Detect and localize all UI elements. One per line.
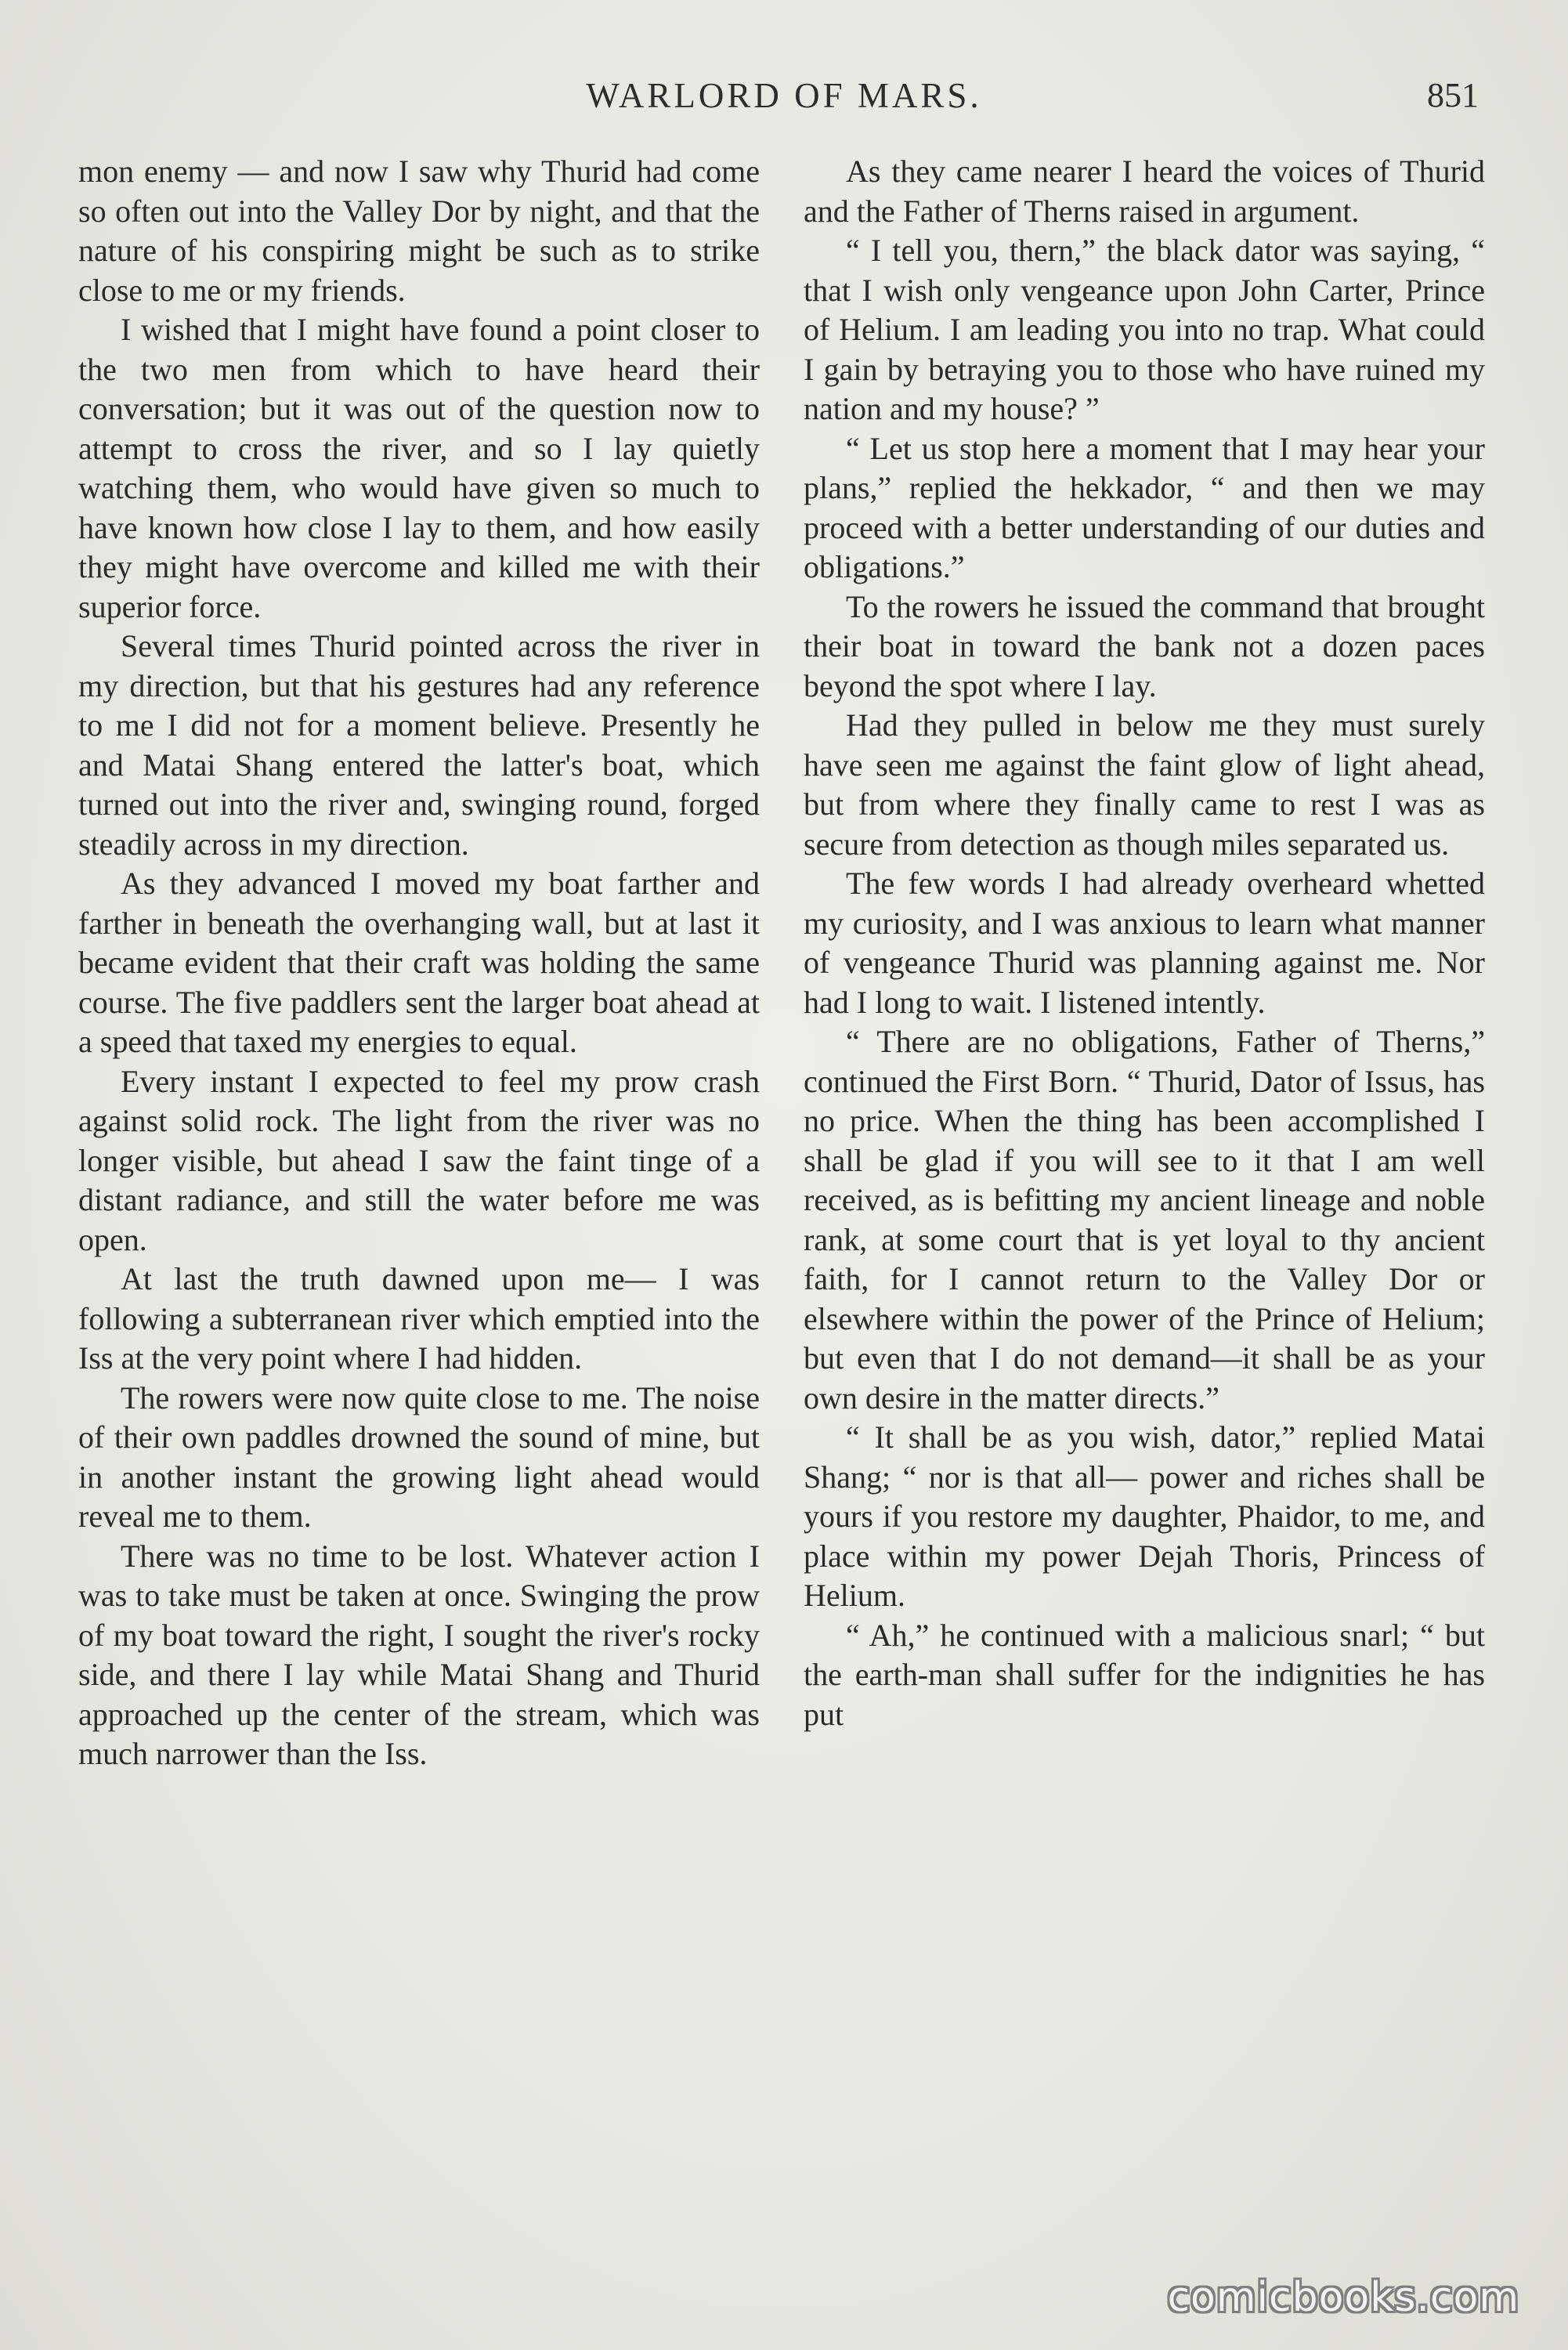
page-number: 851 bbox=[1427, 76, 1479, 114]
paragraph: “ Let us stop here a moment that I may hear your plans,” replied the hekkador, “ and then we may proceed with a better understanding of our duties and obligations.” bbox=[804, 430, 1485, 584]
paragraph: “ There are no obligations, Father of Therns,” continued the First Born. “ Thurid, Dator of Issus, has no price. When the thing has been accomplished I shall be glad if you will see to it that I am well received, as is befitting my ancient lineage and noble rank, at some court that is yet loyal to thy ancient faith, for I cannot return to the Valley Dor or elsewhere within the power of the Prince of Helium; but even that I do not demand—it shall be as your own desire in the matter directs.” bbox=[804, 1024, 1485, 1415]
right-column bbox=[804, 152, 1485, 1734]
paragraph: “ It shall be as you wish, dator,” replied Matai Shang; “ nor is that all— power and riches shall be yours if you restore my daughter, Phaidor, to me, and place within my power Dejah Thoris, Princess of Helium. bbox=[804, 1419, 1485, 1613]
paragraph: mon enemy — and now I saw why Thurid had come so often out into the Valley Dor by night, and that the nature of his conspiring might be such as to strike close to me or my friends. bbox=[78, 154, 760, 308]
paragraph: To the rowers he issued the command that brought their boat in toward the bank not a dozen paces beyond the spot where I lay. bbox=[804, 588, 1485, 703]
paragraph: Every instant I expected to feel my prow crash against solid rock. The light from the river was no longer visible, but ahead I saw the faint tinge of a distant radiance, and still the water before me was open. bbox=[78, 1063, 760, 1257]
paragraph: As they came nearer I heard the voices of Thurid and the Father of Therns raised in argument. bbox=[804, 154, 1485, 229]
paragraph: At last the truth dawned upon me— I was following a subterranean river which emptied into the Iss at the very point where I had hidden. bbox=[78, 1261, 760, 1376]
paragraph: “ Ah,” he continued with a malicious snarl; “ but the earth-man shall suffer for the indignities he has put bbox=[804, 1617, 1485, 1732]
watermark: comicbooks.com bbox=[1167, 2274, 1519, 2321]
paragraph: The rowers were now quite close to me. The noise of their own paddles drowned the sound of mine, but in another instant the growing light ahead would reveal me to them. bbox=[78, 1379, 760, 1534]
paragraph: I wished that I might have found a point closer to the two men from which to have heard their conversation; but it was out of the question now to attempt to cross the river, and so I lay quietly watching them, who would have given so much to have known how close I lay to them, and how easily they might have overcome and killed me with their superior force. bbox=[78, 312, 760, 624]
paragraph: The few words I had already overheard whetted my curiosity, and I was anxious to learn what manner of vengeance Thurid was planning against me. Nor had I long to wait. I listened intently. bbox=[804, 866, 1485, 1020]
paragraph: Several times Thurid pointed across the river in my direction, but that his gestures had any reference to me I did not for a moment believe. Presently he and Matai Shang entered the latter's boat, which turned out into the river and, swinging round, forged steadily across in my direction. bbox=[78, 628, 760, 862]
running-title: WARLORD OF MARS. bbox=[586, 76, 982, 115]
running-header bbox=[0, 72, 1568, 119]
paragraph: There was no time to be lost. Whatever action I was to take must be taken at once. Swinging the prow of my boat toward the right, I sought the river's rocky side, and there I lay while Matai Shang and Thurid approached up the center of the stream, which was much narrower than the Iss. bbox=[78, 1538, 760, 1771]
left-column bbox=[78, 152, 760, 1774]
paragraph: “ I tell you, thern,” the black dator was saying, “ that I wish only vengeance upon John Carter, Prince of Helium. I am leading you into no trap. What could I gain by betraying you to those who have ruined my nation and my house? ” bbox=[804, 233, 1485, 426]
paragraph: As they advanced I moved my boat farther and farther in beneath the overhanging wall, but at last it became evident that their craft was holding the same course. The five paddlers sent the larger boat ahead at a speed that taxed my energies to equal. bbox=[78, 866, 760, 1059]
paragraph: Had they pulled in below me they must surely have seen me against the faint glow of light ahead, but from where they finally came to rest I was as secure from detection as though miles separated us. bbox=[804, 707, 1485, 862]
